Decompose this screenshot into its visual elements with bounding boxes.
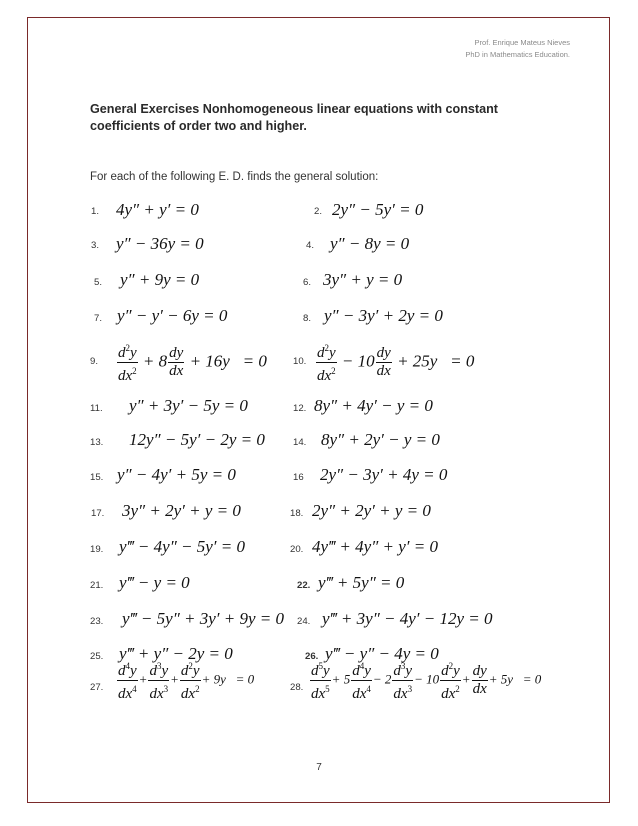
exercise-number: 20. xyxy=(290,544,304,555)
exercise-equation: y″ − y′ − 6y = 0 xyxy=(117,306,228,325)
exercise-number: 7. xyxy=(94,313,103,324)
page-title: General Exercises Nonhomogeneous linear equations with constant coefficients of order two and higher. xyxy=(90,102,498,133)
exercise-number: 6. xyxy=(303,277,312,288)
exercise-equation: 2y″ − 5y′ = 0 xyxy=(332,200,424,219)
exercise-equation-9: $\frac{d^2y}{dx^2}$ + 8 $\frac{dy}{dx}$ + 16y = 0 xyxy=(116,340,267,385)
exercise-equation: y″ + 9y = 0 xyxy=(120,270,200,289)
exercise-number: 1. xyxy=(91,206,100,217)
exercise-number: 5. xyxy=(94,277,103,288)
exercise-number: 10. xyxy=(293,356,307,367)
instruction-text: For each of the following E. D. finds the general solution: xyxy=(90,171,379,183)
exercise-number: 17. xyxy=(91,508,105,519)
exercise-equation: 3y″ + y = 0 xyxy=(323,270,403,289)
author-name: Prof. Enrique Mateus Nieves xyxy=(474,38,570,47)
exercise-number: 21. xyxy=(90,580,104,591)
exercise-equation: y″ + 3y′ − 5y = 0 xyxy=(129,396,248,415)
exercise-number: 15. xyxy=(90,472,104,483)
exercise-equation: 4y‴ + 4y″ + y′ = 0 xyxy=(312,537,438,556)
exercise-number: 4. xyxy=(306,240,315,251)
exercise-number: 19. xyxy=(90,544,104,555)
exercise-equation: y″ − 4y′ + 5y = 0 xyxy=(117,465,236,484)
exercise-equation: y‴ − y = 0 xyxy=(119,573,190,592)
exercise-equation: 12y″ − 5y′ − 2y = 0 xyxy=(129,430,265,449)
exercise-number: 18. xyxy=(290,508,304,519)
exercise-equation: 4y″ + y′ = 0 xyxy=(116,200,199,219)
exercise-equation: 8y″ + 2y′ − y = 0 xyxy=(321,430,440,449)
exercise-equation: y‴ + 3y″ − 4y′ − 12y = 0 xyxy=(322,609,493,628)
exercise-equation: y‴ + 5y″ = 0 xyxy=(318,573,405,592)
exercise-number: 9. xyxy=(90,356,99,367)
exercise-equation: 3y″ + 2y′ + y = 0 xyxy=(122,501,241,520)
exercise-number: 3. xyxy=(91,240,100,251)
exercise-equation-27: $\frac{d^4y}{dx^4}$ + $\frac{d^3y}{dx^3}$ + $\frac{d^2y}{dx^2}$ + 9y = 0 xyxy=(116,658,254,703)
exercise-equation: y″ − 8y = 0 xyxy=(330,234,410,253)
exercise-equation: y‴ − 4y″ − 5y′ = 0 xyxy=(119,537,245,556)
exercise-number: 23. xyxy=(90,616,104,627)
exercise-number: 22. xyxy=(297,580,311,591)
exercise-number: 24. xyxy=(297,616,311,627)
exercise-number: 27. xyxy=(90,682,104,693)
exercise-equation: y″ − 36y = 0 xyxy=(116,234,204,253)
exercise-equation: y″ − 3y′ + 2y = 0 xyxy=(324,306,443,325)
exercise-number: 2. xyxy=(314,206,323,217)
exercise-number: 13. xyxy=(90,437,104,448)
exercise-number: 12. xyxy=(293,403,307,414)
exercise-equation-28: $\frac{d^5y}{dx^5}$ + 5 $\frac{d^4y}{dx^4}$ − 2 $\frac{d^3y}{dx^3}$ − 10 $\frac{d^2y}{dx^2}$ + $\frac{dy}{dx}$ + 5y = 0 xyxy=(309,658,541,703)
exercise-number: 28. xyxy=(290,682,304,693)
exercise-number: 11. xyxy=(90,403,103,414)
exercise-number: 8. xyxy=(303,313,312,324)
exercise-equation: y‴ − 5y″ + 3y′ + 9y = 0 xyxy=(122,609,285,628)
exercise-number: 16 xyxy=(293,472,304,483)
author-degree: PhD in Mathematics Education. xyxy=(465,50,570,59)
exercise-equation: 8y″ + 4y′ − y = 0 xyxy=(314,396,433,415)
exercise-equation: y‴ + y″ − 2y = 0 xyxy=(119,644,233,663)
exercise-equation-10: $\frac{d^2y}{dx^2}$ − 10 $\frac{dy}{dx}$ + 25y = 0 xyxy=(315,340,474,385)
exercise-number: 26. xyxy=(305,651,319,662)
author-header xyxy=(465,37,570,61)
exercise-equation: 2y″ + 2y′ + y = 0 xyxy=(312,501,431,520)
exercise-equation: y‴ − y″ − 4y = 0 xyxy=(325,644,439,663)
exercise-number: 14. xyxy=(293,437,307,448)
exercise-number: 25. xyxy=(90,651,104,662)
exercise-equation: 2y″ − 3y′ + 4y = 0 xyxy=(320,465,448,484)
page-number: 7 xyxy=(316,762,322,773)
